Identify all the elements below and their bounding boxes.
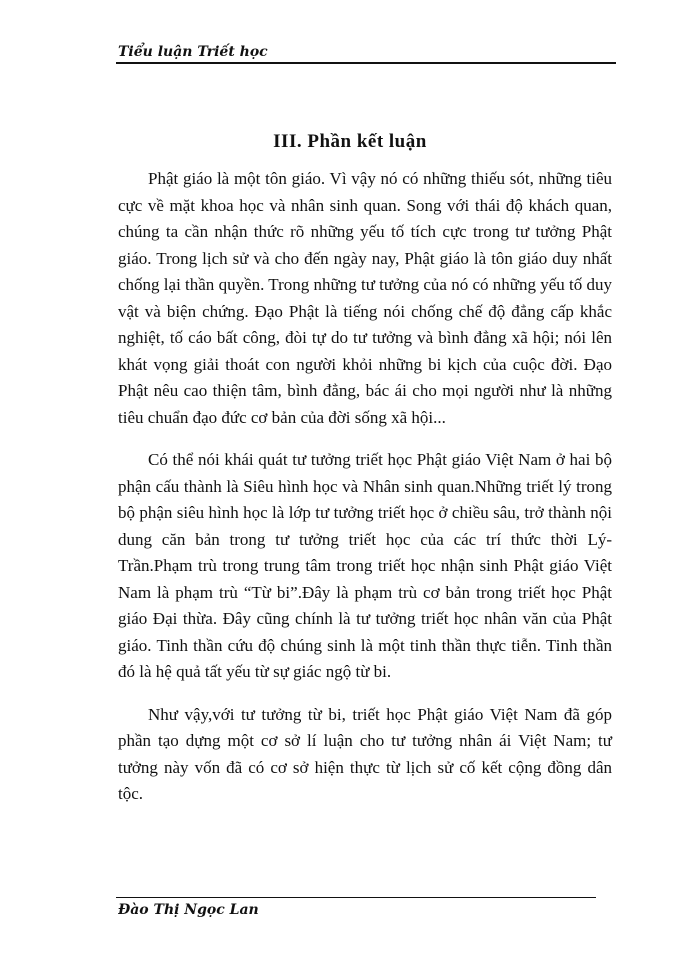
footer-author: Đào Thị Ngọc Lan xyxy=(118,902,259,918)
section-title: III. Phần kết luận xyxy=(273,131,427,152)
footer-rule xyxy=(116,897,596,898)
header-title: Tiểu luận Triết học xyxy=(118,44,268,60)
paragraph-3: Như vậy,với tư tưởng từ bi, triết học Phật giáo Việt Nam đã góp phần tạo dựng một cơ sở lí luận cho tư tưởng nhân ái Việt Nam; tư tưởng này vốn đã có cơ sở hiện thực từ lịch sử cố kết cộng đồng dân tộc. xyxy=(118,704,612,803)
paragraph-1: Phật giáo là một tôn giáo. Vì vậy nó có những thiếu sót, những tiêu cực về mặt khoa học và nhân sinh quan. Song với thái độ khách quan, chúng ta cần nhận thức rõ những yếu tố tích cực trong tư tưởng Phật giáo. Trong lịch sử và cho đến ngày nay, Phật giáo là tôn giáo duy nhất chống lại thần quyền. Trong những tư tưởng của nó có những yếu tố duy vật và biện chứng. Đạo Phật là tiếng nói chống chế độ đẳng cấp khắc nghiệt, tố cáo bất công, đòi tự do tư tưởng và bình đẳng xã hội; nói lên khát vọng giải thoát con người khỏi những bi kịch của cuộc đời. Đạo Phật nêu cao thiện tâm, bình đẳng, bác ái cho mọi người như là những tiêu chuẩn đạo đức cơ bản của đời sống xã hội... xyxy=(118,169,612,427)
paragraph-2: Có thể nói khái quát tư tưởng triết học Phật giáo Việt Nam ở hai bộ phận cấu thành là Siêu hình học và Nhân sinh quan.Những triết lý trong bộ phận siêu hình học là lớp tư tưởng triết học ở chiều sâu, trở thành nội dung căn bản trong tư tưởng triết học của các trí thức thời Lý- Trần.Phạm trù trong trung tâm trong triết học nhận sinh Phật giáo Việt Nam là phạm trù “Từ bi”.Đây là phạm trù cơ bản trong triết học Phật giáo Đại thừa. Đây cũng chính là tư tưởng triết học nhân văn của Phật giáo. Tinh thần cứu độ chúng sinh là một tinh thần thực tiễn. Tinh thần đó là hệ quả tất yếu từ sự giác ngộ từ bi. xyxy=(118,450,612,681)
header-rule xyxy=(116,62,616,64)
document-body xyxy=(118,166,612,824)
